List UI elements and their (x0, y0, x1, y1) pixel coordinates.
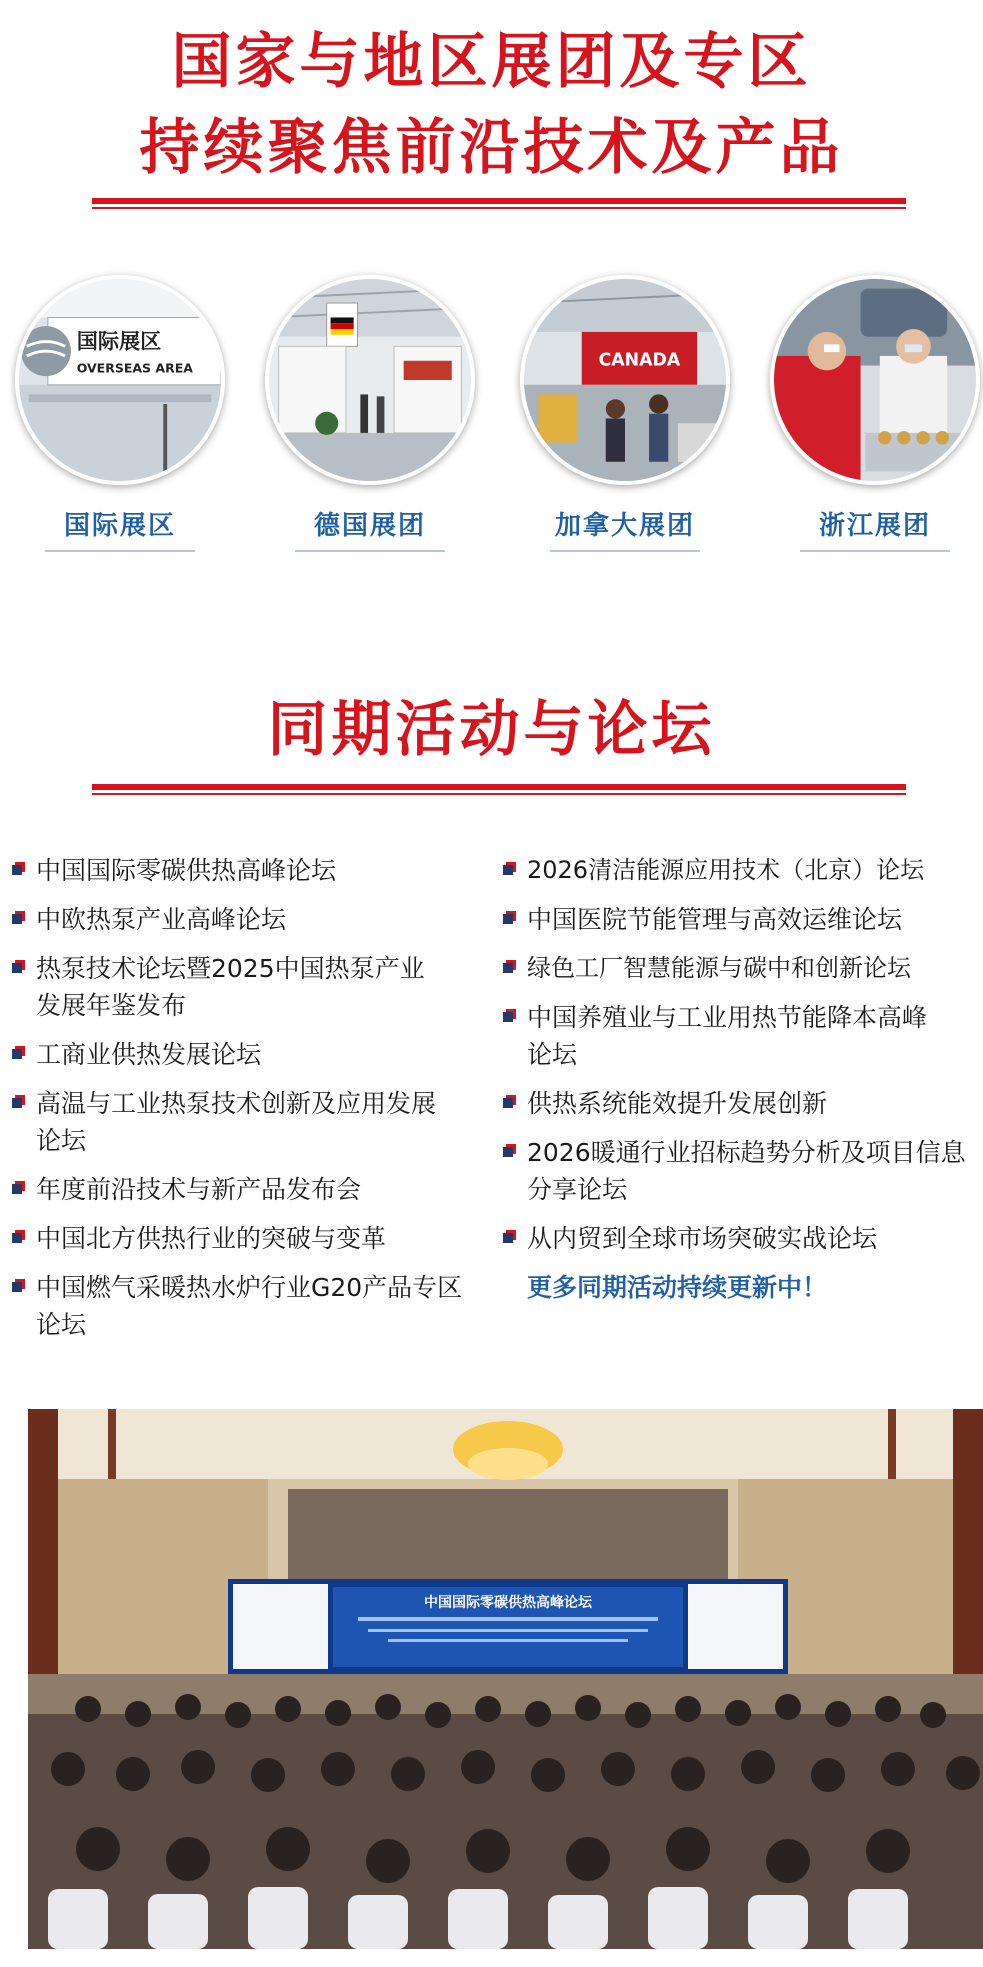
list-item: 从内贸到全球市场突破实战论坛 (503, 1220, 973, 1257)
screen-title: 中国国际零碳供热高峰论坛 (424, 1595, 592, 1611)
group-underline (550, 550, 700, 552)
group-underline (295, 550, 445, 552)
bullet-icon (12, 1233, 22, 1243)
group-label-zhejiang: 浙江展团 (818, 511, 931, 541)
section2-title: 同期活动与论坛 (267, 695, 716, 765)
group-overseas-area (15, 275, 225, 552)
bullet-icon (503, 914, 513, 924)
group-underline (800, 550, 950, 552)
list-item: 中国北方供热行业的突破与变革 (12, 1220, 482, 1257)
bullet-icon (12, 914, 22, 924)
list-item: 中国国际零碳供热高峰论坛 (12, 852, 482, 889)
title-divider (92, 784, 906, 795)
bullet-icon (503, 865, 513, 875)
germany-pavilion-photo (265, 275, 475, 485)
overseas-sign-en: OVERSEAS AREA (76, 360, 193, 376)
overseas-sign-cn: 国际展区 (76, 328, 162, 354)
list-item: 2026暖通行业招标趋势分析及项目信息分享论坛 (503, 1134, 973, 1208)
list-item: 中欧热泵产业高峰论坛 (12, 901, 482, 938)
group-label-canada: 加拿大展团 (554, 511, 695, 541)
list-item: 绿色工厂智慧能源与碳中和创新论坛 (503, 950, 973, 987)
bullet-icon (503, 963, 513, 973)
overseas-area-photo (15, 275, 225, 485)
group-zhejiang (770, 275, 980, 552)
bullet-icon (12, 1098, 22, 1108)
group-underline (45, 550, 195, 552)
section1-title-line2: 持续聚焦前沿技术及产品 (139, 113, 844, 183)
list-item: 年度前沿技术与新产品发布会 (12, 1171, 482, 1208)
forum-list-left (12, 852, 482, 1355)
list-item: 中国养殖业与工业用热节能降本高峰论坛 (503, 999, 973, 1073)
list-item: 供热系统能效提升发展创新 (503, 1085, 973, 1122)
list-item: 中国医院节能管理与高效运维论坛 (503, 901, 973, 938)
group-germany (265, 275, 475, 552)
group-label-overseas: 国际展区 (63, 511, 176, 541)
list-item: 热泵技术论坛暨2025中国热泵产业发展年鉴发布 (12, 950, 482, 1024)
conference-photo (28, 1409, 983, 1949)
list-item: 工商业供热发展论坛 (12, 1036, 482, 1073)
bullet-icon (503, 1012, 513, 1022)
canada-pavilion-photo (520, 275, 730, 485)
bullet-icon (503, 1233, 513, 1243)
zhejiang-pavilion-photo (770, 275, 980, 485)
bullet-icon (503, 1147, 513, 1157)
bullet-icon (12, 1049, 22, 1059)
bullet-icon (12, 1184, 22, 1194)
group-canada (520, 275, 730, 552)
title-divider (92, 198, 906, 209)
more-updates-note: 更多同期活动持续更新中！ (527, 1273, 828, 1302)
bullet-icon (503, 1098, 513, 1108)
list-item: 2026清洁能源应用技术（北京）论坛 (503, 852, 973, 889)
group-label-germany: 德国展团 (313, 511, 426, 541)
bullet-icon (12, 865, 22, 875)
section1-title-line1: 国家与地区展团及专区 (171, 27, 812, 97)
bullet-icon (12, 963, 22, 973)
list-item: 中国燃气采暖热水炉行业G20产品专区论坛 (12, 1269, 482, 1343)
bullet-icon (12, 1282, 22, 1292)
forum-list-right (503, 852, 973, 1306)
list-item: 高温与工业热泵技术创新及应用发展论坛 (12, 1085, 482, 1159)
canada-banner-text: CANADA (598, 350, 681, 371)
